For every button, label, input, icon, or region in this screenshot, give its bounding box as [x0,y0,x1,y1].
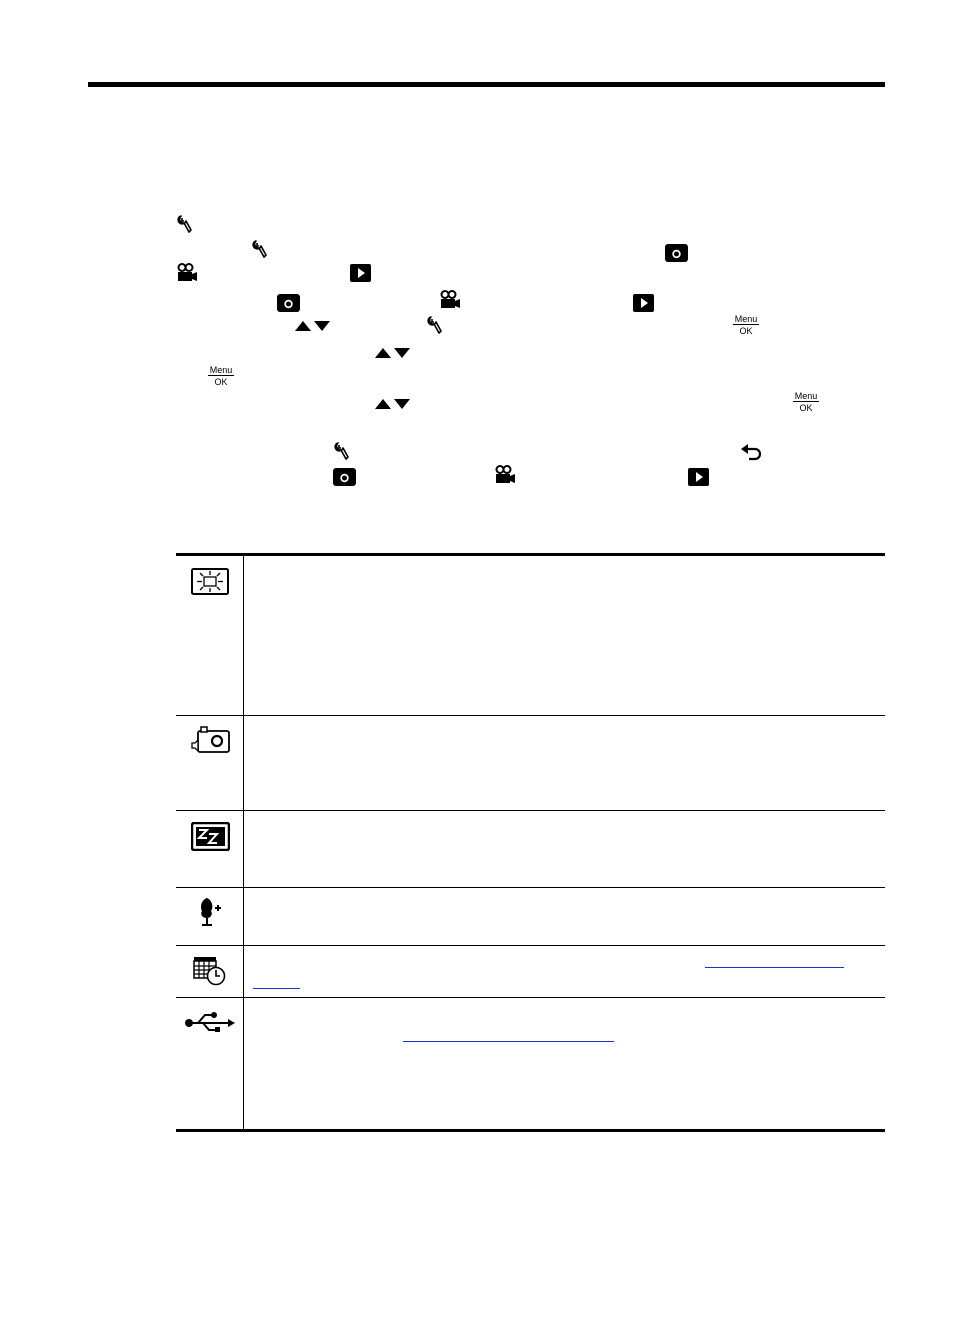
menu-ok-button-icon [733,314,759,336]
camera-icon [277,294,300,312]
play-icon [688,468,709,486]
menu-label: Menu [734,314,758,324]
up-down-arrows-icon [295,320,331,332]
up-down-arrows-icon [375,347,411,359]
wrench-icon [177,215,193,233]
table-column-divider [243,556,244,1129]
cross-reference-link[interactable] [403,1041,614,1042]
play-icon [633,294,654,312]
cross-reference-link[interactable] [705,967,844,968]
movie-camera-icon [495,465,516,484]
wrench-icon [334,442,350,460]
movie-camera-icon [177,263,198,282]
camera-sounds-icon [191,726,231,754]
play-icon [350,264,371,282]
table-row-divider [176,715,885,716]
movie-camera-icon [440,290,461,309]
table-bottom-rule [176,1129,885,1132]
focus-assist-light-icon [198,897,222,927]
wrench-icon [252,240,268,258]
menu-ok-button-icon [793,391,819,413]
ok-label: OK [739,326,753,336]
menu-ok-button-icon [208,365,234,387]
table-top-rule [176,553,885,556]
menu-label: Menu [209,365,233,375]
sleep-timeout-icon [191,822,230,851]
usb-configuration-icon [184,1011,236,1033]
table-row-divider [176,945,885,946]
back-arrow-icon [740,443,762,461]
date-time-icon [193,956,227,986]
table-row-divider [176,810,885,811]
menu-label: Menu [794,391,818,401]
cross-reference-link[interactable] [253,988,300,989]
ok-label: OK [214,377,228,387]
ok-label: OK [799,403,813,413]
camera-icon [665,244,688,262]
table-row-divider [176,887,885,888]
header-rule [88,82,885,87]
table-row-divider [176,997,885,998]
camera-icon [333,468,356,486]
display-brightness-icon [191,568,229,595]
up-down-arrows-icon [375,398,411,410]
wrench-icon [427,316,443,334]
